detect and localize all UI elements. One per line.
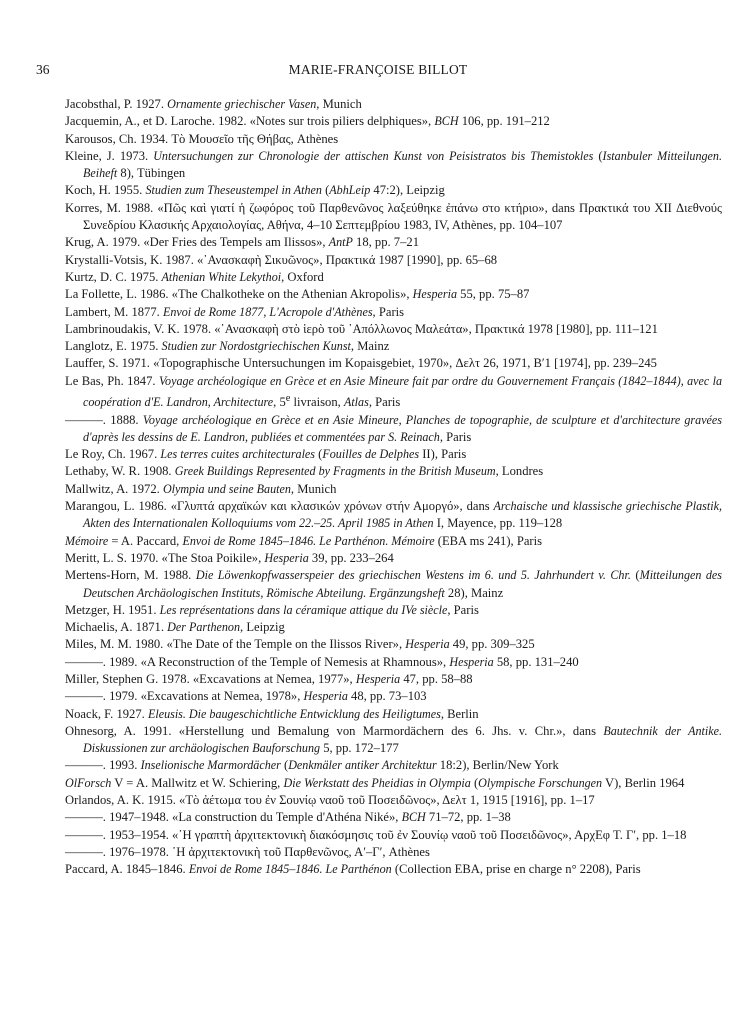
bibliography-entry bbox=[65, 252, 722, 269]
italic-segment: Die Löwenkopfwasserspeier des griechischen Westens im 6. und 5. Jahrhundert v. Chr. bbox=[195, 568, 631, 583]
italic-segment: BCH bbox=[401, 810, 426, 825]
text-segment: ———. 1993. bbox=[65, 758, 141, 773]
text-segment: ———. 1979. «Excavations at Nemea, 1978», bbox=[65, 689, 304, 704]
bibliography-entry bbox=[65, 481, 722, 498]
text-segment: , Munich bbox=[316, 97, 362, 111]
text-segment: , Leipzig bbox=[240, 620, 285, 635]
text-segment: Krug, A. 1979. «Der Fries des Tempels am Ilissos», bbox=[65, 235, 329, 250]
bibliography-entry bbox=[65, 96, 722, 113]
text-segment: , Berlin bbox=[440, 706, 479, 721]
italic-segment: Die Werkstatt des Pheidias in Olympia bbox=[283, 775, 471, 790]
text-segment: e bbox=[285, 393, 291, 405]
page-number: 36 bbox=[36, 62, 50, 77]
text-segment: Krystalli-Votsis, K. 1987. «᾿Ανασκαφὴ Σικυῶνος», Πρακτικά 1987 [1990], pp. 65–68 bbox=[65, 252, 498, 267]
text-segment: Karousos, Ch. 1934. Τὸ Μουσεῖο τῆς Θήβας, Athènes bbox=[65, 131, 339, 146]
text-segment: 58, pp. 131–240 bbox=[493, 654, 579, 669]
italic-segment: Hesperia bbox=[303, 689, 348, 704]
bibliography-entry bbox=[65, 567, 722, 602]
italic-segment: Untersuchungen zur Chronologie der attischen Kunst von Peisistratos bis Themistokles bbox=[153, 148, 594, 163]
text-segment: ( bbox=[315, 447, 323, 462]
text-segment: V = A. Mallwitz et W. Schiering, bbox=[111, 775, 284, 790]
text-segment: ( bbox=[593, 148, 603, 163]
bibliography-entry bbox=[65, 446, 722, 463]
text-segment: 49, pp. 309–325 bbox=[449, 637, 535, 652]
bibliography-entry bbox=[65, 412, 722, 447]
text-segment: , Londres bbox=[495, 464, 544, 479]
text-segment: , Oxford bbox=[281, 269, 324, 284]
text-segment: ———. 1888. bbox=[65, 412, 143, 427]
italic-segment: Studien zum Theseustempel in Athen bbox=[145, 183, 322, 198]
italic-segment: OlForsch bbox=[65, 775, 112, 790]
italic-segment: Eleusis. Die baugeschichtliche Entwicklung des Heiligtumes bbox=[147, 706, 441, 721]
text-segment: ———. 1989. «A Reconstruction of the Temple of Nemesis at Rhamnous», bbox=[65, 654, 450, 669]
italic-segment: Der Parthenon bbox=[167, 620, 241, 635]
text-segment: Michaelis, A. 1871. bbox=[65, 620, 168, 635]
text-segment: Lauffer, S. 1971. «Topographische Untersuchungen im Kopaisgebiet, 1970», Δελτ 26, 1971, B′1 [1974], pp. 239–245 bbox=[65, 356, 657, 371]
bibliography-entry bbox=[65, 200, 722, 235]
text-segment: Korres, M. 1988. «Πῶς καὶ γιατί ἡ ζωφόρος τοῦ Παρθενῶνος λαξεύθηκε ἐπάνω στο κτήριο», dans Πρακτικά του XII Διεθνούς Συνεδρίου Κλασικής Αρχαιολογίας, Αθήνα, 4–10 Σεπτεμβρίου 1983, IV, Athènes, pp. 104–107 bbox=[65, 200, 722, 233]
bibliography-entry bbox=[65, 671, 722, 688]
text-segment: , Paris bbox=[439, 429, 472, 444]
italic-segment: Greek Buildings Represented by Fragments in the British Museum bbox=[174, 464, 496, 479]
text-segment: 28), Mainz bbox=[444, 585, 504, 600]
text-segment: Metzger, H. 1951. bbox=[65, 602, 160, 617]
text-segment: ———. 1947–1948. «La construction du Temple d'Athéna Niké», bbox=[65, 810, 402, 825]
text-segment: 55, pp. 75–87 bbox=[457, 287, 530, 302]
text-segment: , Paris bbox=[368, 395, 401, 410]
bibliography-entry bbox=[65, 148, 722, 183]
italic-segment: Envoi de Rome 1845–1846. Le Parthénon. Mémoire bbox=[182, 533, 435, 548]
italic-segment: Les terres cuites architecturales bbox=[160, 447, 316, 462]
italic-segment: Olympia und seine Bauten bbox=[162, 481, 291, 496]
text-segment: Orlandos, A. K. 1915. «Τὸ ἀέτωμα του ἐν Σουνίῳ ναοῦ τοῦ Ποσειδῶνος», Δελτ 1, 1915 [1916], pp. 1–17 bbox=[65, 793, 595, 808]
bibliography-entry bbox=[65, 550, 722, 567]
bibliography-entry bbox=[65, 373, 722, 412]
text-segment: livraison, bbox=[290, 395, 344, 410]
bibliography-entry bbox=[65, 304, 722, 321]
italic-segment: Mitteilungen des Deutschen Archäologischen Instituts, Römische Abteilung. Ergänzungsheft bbox=[83, 568, 722, 600]
text-segment: Lethaby, W. R. 1908. bbox=[65, 464, 175, 479]
text-segment: V), Berlin 1964 bbox=[602, 775, 685, 790]
bibliography-list bbox=[65, 96, 722, 879]
text-segment: 39, pp. 233–264 bbox=[308, 550, 394, 565]
italic-segment: Atlas bbox=[343, 395, 369, 410]
text-segment: Le Roy, Ch. 1967. bbox=[65, 447, 161, 462]
text-segment: Koch, H. 1955. bbox=[65, 183, 146, 198]
italic-segment: Ornamente griechischer Vasen bbox=[167, 97, 317, 111]
bibliography-entry bbox=[65, 619, 722, 636]
text-segment: Miles, M. M. 1980. «The Date of the Temple on the Ilissos River», bbox=[65, 637, 406, 652]
text-segment: Mertens-Horn, M. 1988. bbox=[65, 568, 196, 583]
text-segment: Lambert, M. 1877. bbox=[65, 304, 163, 319]
text-segment: Ohnesorg, A. 1991. «Herstellung und Bemalung von Marmordächern des 6. Jhs. v. Chr.», dans bbox=[65, 723, 604, 738]
running-head: MARIE-FRANÇOISE BILLOT bbox=[288, 62, 468, 77]
bibliography-entry bbox=[65, 723, 722, 758]
italic-segment: Envoi de Rome 1845–1846. Le Parthénon bbox=[188, 862, 392, 877]
bibliography-entry bbox=[65, 844, 722, 861]
italic-segment: Inselionische Marmordächer bbox=[140, 758, 281, 773]
italic-segment: Archaische und klassische griechische Plastik, Akten des Internationalen Kolloquiums vom 22.–25. April 1985 in Athen bbox=[83, 499, 722, 531]
text-segment: 47:2), Leipzig bbox=[370, 183, 445, 198]
text-segment: = A. Paccard, bbox=[108, 533, 183, 548]
bibliography-entry bbox=[65, 234, 722, 251]
text-segment: 5, pp. 172–177 bbox=[320, 741, 399, 756]
italic-segment: Mémoire bbox=[65, 533, 109, 548]
bibliography-entry bbox=[65, 861, 722, 878]
text-segment: Mallwitz, A. 1972. bbox=[65, 481, 163, 496]
text-segment: Langlotz, E. 1975. bbox=[65, 339, 162, 354]
text-segment: Le Bas, Ph. 1847. bbox=[65, 373, 159, 388]
page-header bbox=[36, 62, 720, 82]
text-segment: Jacquemin, A., et D. Laroche. 1982. «Notes sur trois piliers delphiques», bbox=[65, 114, 435, 129]
text-segment: 18:2), Berlin/New York bbox=[436, 758, 559, 773]
text-segment: 8), Tübingen bbox=[117, 166, 186, 181]
bibliography-entry bbox=[65, 654, 722, 671]
text-segment: 71–72, pp. 1–38 bbox=[425, 810, 511, 825]
italic-segment: Hesperia bbox=[412, 287, 458, 302]
text-segment: ———. 1953–1954. «῾Η γραπτὴ ἀρχιτεκτονικὴ διακόσμησις τοῦ ἐν Σουνίῳ ναοῦ τοῦ Ποσειδῶνος», ΑρχΕφ Τ. Γ′, pp. 1–18 bbox=[65, 827, 687, 842]
italic-segment: Hesperia bbox=[264, 550, 309, 565]
text-segment: , Munich bbox=[290, 481, 337, 496]
bibliography-entry bbox=[65, 182, 722, 199]
italic-segment: Voyage archéologique en Grèce et en Asie Mineure fait par ordre du Gouvernement Français (1842–1844), avec la coopération d'E. Landron, Architecture bbox=[83, 373, 722, 410]
text-segment: Lambrinoudakis, V. K. 1978. «᾿Ανασκαφὴ στὸ ἱερὸ τοῦ ᾿Απόλλωνος Μαλεάτα», Πρακτικά 1978 [1980], pp. 111–121 bbox=[65, 321, 658, 336]
bibliography-entry bbox=[65, 809, 722, 826]
text-segment: 18, pp. 7–21 bbox=[352, 235, 419, 250]
bibliography-entry bbox=[65, 131, 722, 148]
italic-segment: Hesperia bbox=[355, 671, 401, 686]
bibliography-entry bbox=[65, 498, 722, 533]
bibliography-entry bbox=[65, 321, 722, 338]
text-segment: , 5 bbox=[273, 395, 286, 410]
bibliography-entry bbox=[65, 533, 722, 550]
bibliography-entry bbox=[65, 286, 722, 303]
text-segment: II), Paris bbox=[419, 447, 467, 462]
italic-segment: BCH bbox=[434, 114, 459, 129]
text-segment: ———. 1976–1978. ῾Η ἀρχιτεκτονικὴ τοῦ Παρθενῶνος, Α′–Γ′, Athènes bbox=[65, 844, 430, 859]
italic-segment: Hesperia bbox=[449, 654, 494, 669]
italic-segment: Hesperia bbox=[405, 637, 450, 652]
text-segment: 106, pp. 191–212 bbox=[458, 114, 550, 129]
text-segment: Miller, Stephen G. 1978. «Excavations at Nemea, 1977», bbox=[65, 671, 356, 686]
italic-segment: Envoi de Rome 1877, L'Acropole d'Athènes bbox=[162, 304, 373, 319]
bibliography-entry bbox=[65, 792, 722, 809]
italic-segment: Denkmäler antiker Architektur bbox=[288, 758, 437, 773]
text-segment: ( bbox=[470, 775, 479, 790]
text-segment: 47, pp. 58–88 bbox=[400, 671, 473, 686]
bibliography-entry bbox=[65, 463, 722, 480]
italic-segment: Olympische Forschungen bbox=[478, 775, 603, 790]
bibliography-entry bbox=[65, 355, 722, 372]
bibliography-entry bbox=[65, 602, 722, 619]
text-segment: , Paris bbox=[372, 304, 405, 319]
italic-segment: Fouilles de Delphes bbox=[322, 447, 420, 462]
bibliography-entry bbox=[65, 636, 722, 653]
text-segment: ( bbox=[280, 758, 289, 773]
text-segment: ( bbox=[630, 568, 640, 583]
bibliography-entry bbox=[65, 757, 722, 774]
italic-segment: Istanbuler Mitteilungen. Beiheft bbox=[83, 148, 722, 181]
bibliography-entry bbox=[65, 113, 722, 130]
bibliography-entry bbox=[65, 269, 722, 286]
bibliography-entry bbox=[65, 775, 722, 792]
italic-segment: Les représentations dans la céramique attique du IVe siècle bbox=[159, 602, 448, 617]
text-segment: , Paris bbox=[447, 602, 479, 617]
text-segment: , Mainz bbox=[350, 339, 390, 354]
bibliography-entry bbox=[65, 827, 722, 844]
text-segment: Marangou, L. 1986. «Γλυπτά αρχαϊκών και κλασικών χρόνων στήν Αμοργό», dans bbox=[65, 499, 494, 514]
bibliography-entry bbox=[65, 688, 722, 705]
text-segment: I, Mayence, pp. 119–128 bbox=[433, 516, 563, 531]
bibliography-entry bbox=[65, 338, 722, 355]
text-segment: Meritt, L. S. 1970. «The Stoa Poikile», bbox=[65, 550, 265, 565]
italic-segment: AntP bbox=[328, 235, 353, 250]
text-segment: Paccard, A. 1845–1846. bbox=[65, 862, 189, 877]
italic-segment: AbhLeip bbox=[329, 183, 371, 198]
text-segment: Jacobsthal, P. 1927. bbox=[65, 97, 168, 111]
text-segment: Kurtz, D. C. 1975. bbox=[65, 269, 162, 284]
italic-segment: Athenian White Lekythoi bbox=[161, 269, 282, 284]
text-segment: Noack, F. 1927. bbox=[65, 706, 148, 721]
italic-segment: Studien zur Nordostgriechischen Kunst bbox=[161, 339, 351, 354]
text-segment: ( bbox=[321, 183, 330, 198]
bibliography-entry bbox=[65, 706, 722, 723]
text-segment: (EBA ms 241), Paris bbox=[434, 533, 543, 548]
text-segment: La Follette, L. 1986. «The Chalkotheke on the Athenian Akropolis», bbox=[65, 287, 413, 302]
text-segment: 48, pp. 73–103 bbox=[347, 689, 427, 704]
italic-segment: Voyage archéologique en Grèce et en Asie Mineure, Planches de topographie, de sculpture et d'architecture gravées d'après les dessins de E. Landron, publiées et commentées par S. Reinach bbox=[83, 412, 722, 444]
text-segment: (Collection EBA, prise en charge n° 2208), Paris bbox=[391, 862, 641, 877]
text-segment: Kleine, J. 1973. bbox=[65, 148, 154, 163]
italic-segment: Bautechnik der Antike. Diskussionen zur archäologischen Bauforschung bbox=[83, 723, 722, 756]
